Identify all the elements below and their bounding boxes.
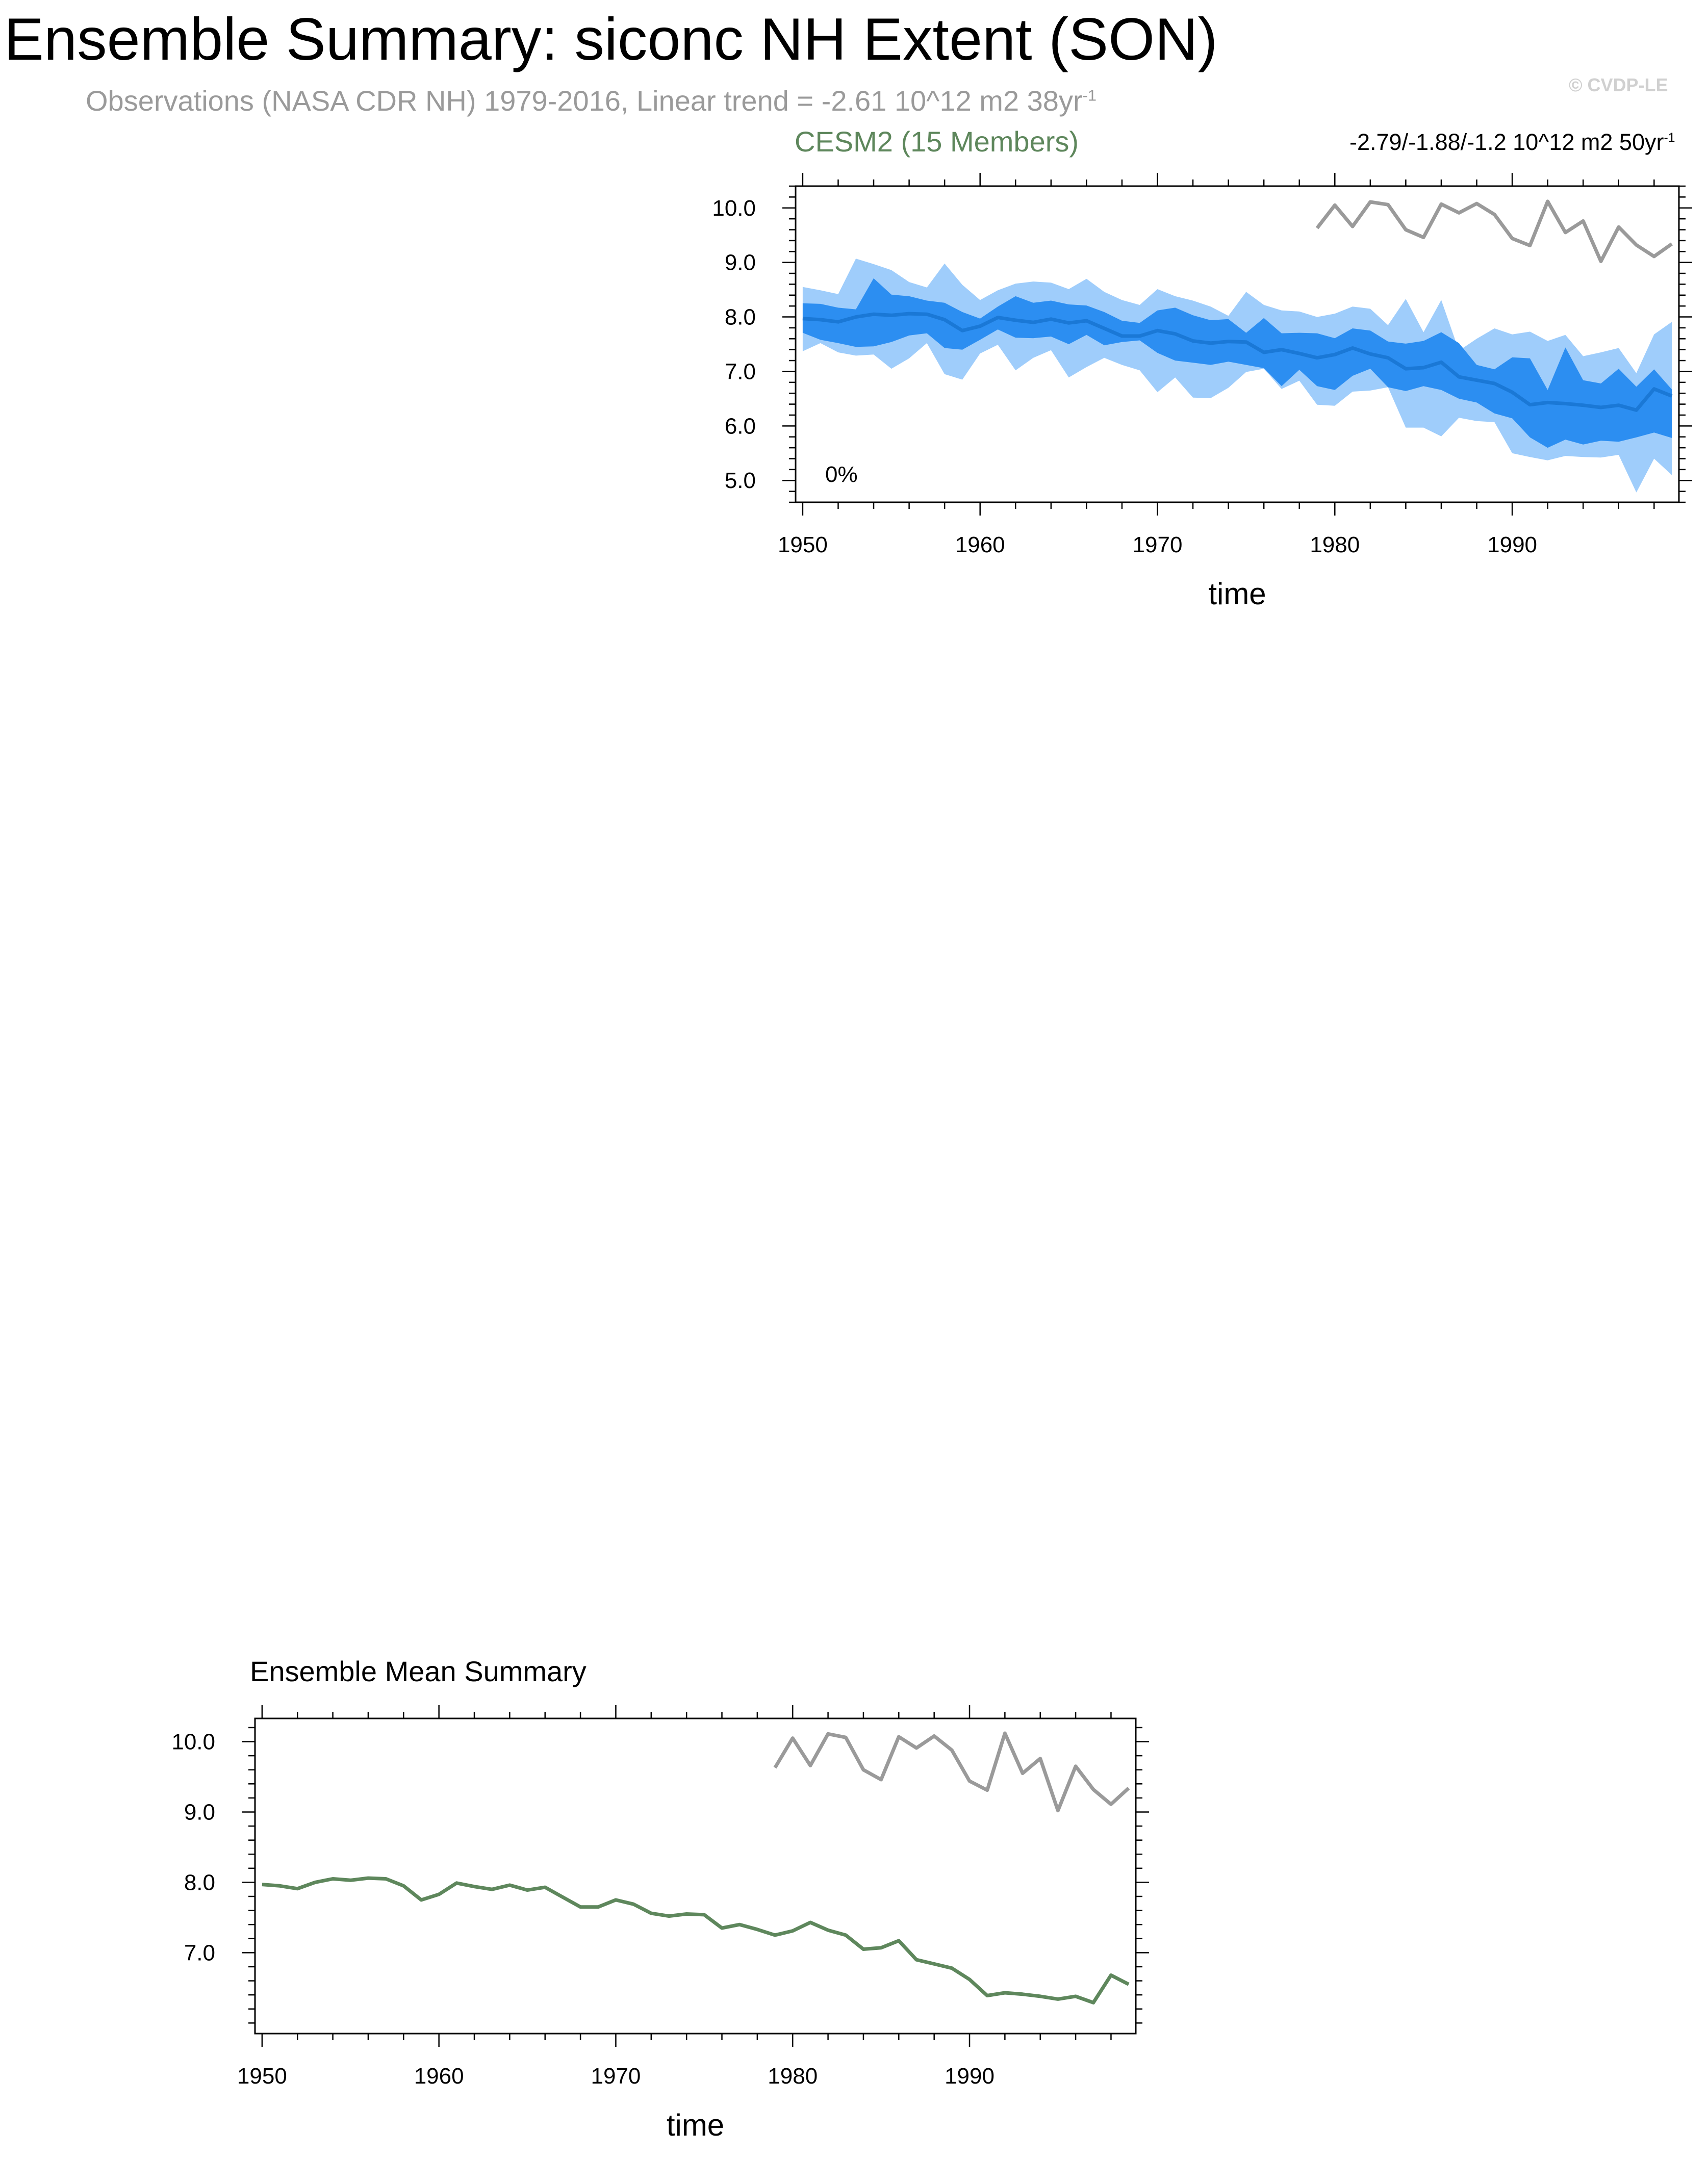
- x-tick-label: 1970: [1132, 532, 1183, 557]
- y-tick-label: 6.0: [724, 414, 756, 439]
- percent-annotation: 0%: [825, 462, 858, 487]
- y-tick-label: 9.0: [184, 1800, 215, 1825]
- x-tick-label: 1970: [591, 2064, 641, 2089]
- ensemble-mean-summary-title: Ensemble Mean Summary: [250, 1655, 587, 1687]
- trend-range-exponent: -1: [1664, 131, 1675, 145]
- outer-spread-band: [803, 259, 1672, 493]
- ensemble-mean-summary-line: [262, 1878, 1129, 2002]
- y-tick-label: 10.0: [171, 1729, 215, 1755]
- chart-panel-1: [712, 173, 1692, 611]
- observations-line: [1317, 201, 1672, 262]
- page-title: Ensemble Summary: siconc NH Extent (SON): [4, 6, 1218, 72]
- x-tick-label: 1980: [768, 2064, 818, 2089]
- y-tick-label: 8.0: [184, 1870, 215, 1895]
- cvdp-watermark: © CVDP-LE: [1569, 74, 1668, 95]
- y-tick-label: 5.0: [724, 468, 756, 494]
- x-tick-label: 1950: [777, 532, 828, 557]
- y-tick-label: 7.0: [724, 359, 756, 384]
- y-tick-label: 8.0: [724, 304, 756, 330]
- model-panel-title: CESM2 (15 Members): [795, 125, 1079, 158]
- x-axis-label: time: [666, 2108, 725, 2142]
- trend-range-text: -2.79/-1.88/-1.2 10^12 m2 50yr: [1349, 129, 1664, 155]
- observations-subtitle-exponent: -1: [1082, 86, 1097, 105]
- y-tick-label: 9.0: [724, 250, 756, 275]
- x-tick-label: 1960: [955, 532, 1005, 557]
- x-tick-label: 1990: [1487, 532, 1538, 557]
- chart-panel-2: [171, 1705, 1149, 2142]
- x-tick-label: 1980: [1310, 532, 1360, 557]
- plot-frame: [255, 1718, 1136, 2034]
- y-tick-label: 10.0: [712, 195, 756, 221]
- observations-line: [775, 1733, 1129, 1811]
- y-tick-label: 7.0: [184, 1940, 215, 1966]
- x-tick-label: 1950: [237, 2064, 287, 2089]
- x-tick-label: 1990: [945, 2064, 995, 2089]
- x-tick-label: 1960: [414, 2064, 464, 2089]
- x-axis-label: time: [1208, 577, 1266, 611]
- observations-subtitle-text: Observations (NASA CDR NH) 1979-2016, Linear trend = -2.61 10^12 m2 38yr: [86, 85, 1083, 117]
